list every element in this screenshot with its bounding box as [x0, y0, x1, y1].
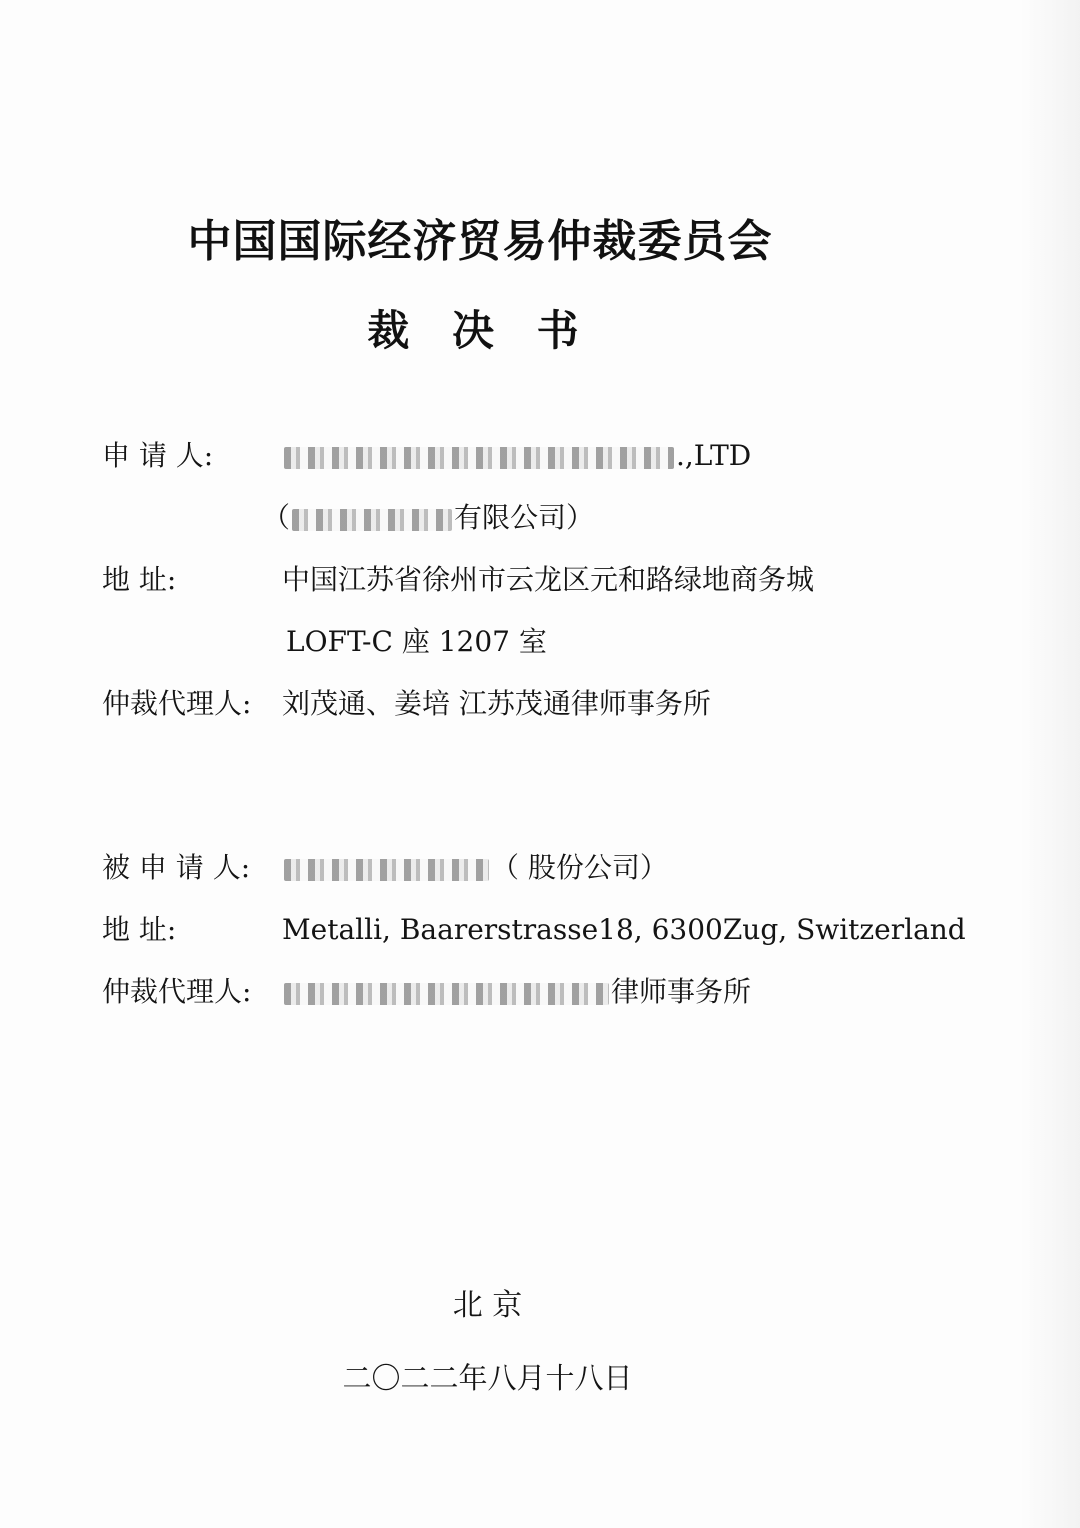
applicant-cn-suffix: 有限公司） [454, 501, 595, 534]
respondent-address-value: Metalli, Baarerstrasse18, 6300Zug, Switzerland [282, 913, 966, 946]
respondent-label: 被 申 请 人: [102, 851, 251, 884]
applicant-name-suffix: .,LTD [676, 439, 752, 472]
applicant-label: 申 请 人: [102, 439, 214, 472]
redacted-block [284, 447, 674, 469]
applicant-agent-value: 刘茂通、姜培 江苏茂通律师事务所 [282, 687, 711, 720]
issue-date: 二〇二二年八月十八日 [342, 1361, 633, 1395]
document-title: 裁 决 书 [367, 306, 593, 355]
applicant-address-line2: LOFT-C 座 1207 室 [286, 625, 547, 658]
organization-title: 中国国际经济贸易仲裁委员会 [187, 216, 773, 267]
respondent-agent-value [282, 974, 751, 1010]
respondent-address-label: 地 址: [102, 913, 177, 946]
respondent-agent-label: 仲裁代理人: [102, 975, 252, 1008]
applicant-agent-label: 仲裁代理人: [102, 687, 252, 720]
issue-place: 北 京 [452, 1288, 523, 1323]
respondent-agent-suffix: 律师事务所 [611, 975, 752, 1008]
redacted-block [284, 983, 609, 1005]
applicant-name [282, 438, 751, 474]
applicant-cn-open: （ [262, 501, 291, 534]
applicant-address-label: 地 址: [102, 563, 177, 596]
redacted-block [292, 509, 452, 531]
applicant-cn-name [262, 500, 594, 536]
redacted-block [284, 859, 489, 881]
respondent-cn-suffix: （ 股份公司） [491, 851, 668, 884]
respondent-name [282, 850, 668, 886]
applicant-address-line1: 中国江苏省徐州市云龙区元和路绿地商务城 [282, 563, 815, 596]
page-edge-shadow [1020, 0, 1080, 1528]
